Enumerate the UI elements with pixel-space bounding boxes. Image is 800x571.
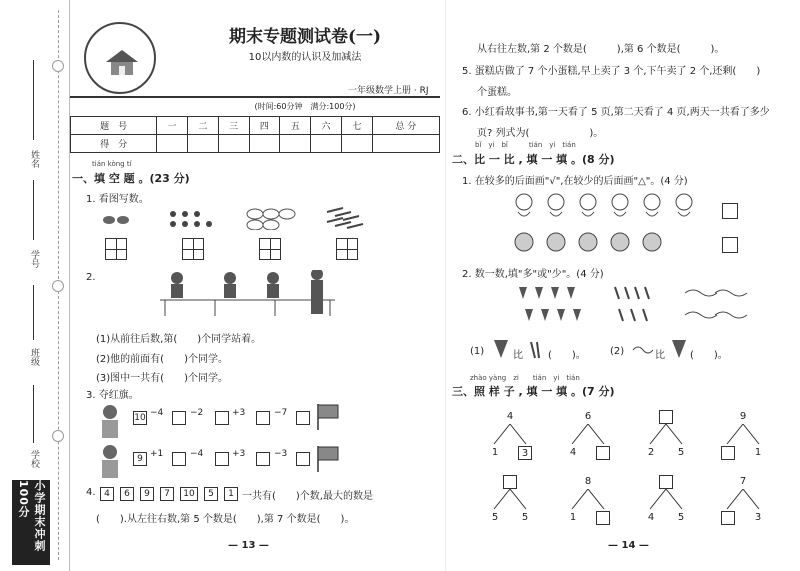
q6-text: 6. 小红看故事书,第一天看了 5 页,第二天看了 4 页,两天一共看了多少	[462, 107, 770, 118]
grade-label: 一年级数学上册 · RJ	[348, 86, 429, 96]
bond-blank[interactable]	[721, 511, 735, 525]
bond-lines	[568, 489, 608, 511]
bond-lines	[723, 489, 763, 511]
chain-blank[interactable]	[256, 411, 270, 425]
score-header-cell: 四	[249, 117, 280, 135]
number-card: 1	[224, 487, 238, 501]
chain-blank[interactable]	[256, 452, 270, 466]
cloud-icon	[247, 209, 295, 230]
bond-number: 1	[569, 512, 577, 523]
bond-lines	[646, 489, 686, 511]
binding-hole	[52, 280, 64, 292]
q2-3-text: (3)图中一共有( )个同学。	[96, 373, 228, 384]
q4-prefix: 4.	[86, 487, 96, 498]
classroom-picture	[155, 270, 345, 318]
section1-pinyin: tián kòng tí	[92, 160, 132, 168]
bond-blank[interactable]	[659, 475, 673, 489]
peach-icon	[515, 233, 661, 251]
key-icon	[327, 208, 363, 228]
bond-lines	[568, 424, 608, 446]
bond-number: 8	[584, 476, 592, 487]
s2q2-a-label: (1)	[470, 346, 485, 357]
bond-number: 3	[518, 446, 532, 460]
section3-pinyin: zhào yàng zi tián yi tián	[470, 374, 580, 382]
school-line	[33, 385, 34, 443]
bond-lines	[490, 424, 530, 446]
bond-number: 4	[647, 512, 655, 523]
chain-op: +3	[232, 408, 246, 418]
name-label: 姓名	[29, 150, 39, 168]
s2q2-b-blank[interactable]: ( )。	[690, 350, 728, 361]
chain-op: −4	[150, 408, 164, 418]
exam-title: 期末专题测试卷(一)	[228, 27, 382, 47]
score-cell[interactable]	[187, 135, 218, 153]
page-number-right: — 14 —	[608, 540, 649, 551]
number-card: 4	[100, 487, 114, 501]
q4-line2: ( ).从左往右数,第 5 个数是( ),第 7 个数是( )。	[96, 514, 355, 525]
header-rule	[70, 96, 440, 98]
bond-number: 1	[491, 447, 499, 458]
student-id-line	[33, 180, 34, 240]
bond-number: 5	[491, 512, 499, 523]
q3-text: 3. 夺红旗。	[86, 390, 139, 401]
brush-icon	[527, 340, 543, 360]
bond-number: 5	[677, 447, 685, 458]
bond-number: 4	[569, 447, 577, 458]
number-card: 10	[180, 487, 198, 501]
brand-logo	[84, 22, 156, 94]
rope-icon	[631, 342, 653, 358]
score-cell[interactable]	[341, 135, 372, 153]
bond-lines	[723, 424, 763, 446]
bond-number: 4	[506, 411, 514, 422]
page-divider	[445, 0, 446, 571]
score-header-cell: 题 号	[71, 117, 157, 135]
number-card: 7	[160, 487, 174, 501]
score-header-row	[71, 117, 440, 135]
strip-brand: 小学期末冲刺100分	[12, 480, 50, 565]
exam-subtitle: 10以内数的认识及加减法	[248, 52, 362, 63]
score-header-cell: 七	[341, 117, 372, 135]
bond-number: 1	[754, 447, 762, 458]
q2-1-text: (1)从前往后数,第( )个同学站着。	[96, 334, 262, 345]
answer-box[interactable]	[259, 238, 281, 260]
chain-start: 9	[133, 452, 147, 466]
red-flag-icon	[315, 444, 341, 474]
chain-blank[interactable]	[215, 452, 229, 466]
answer-box[interactable]	[336, 238, 358, 260]
red-flag-icon	[315, 402, 341, 432]
answer-box[interactable]	[105, 238, 127, 260]
chain-op: +1	[150, 449, 164, 459]
score-cell[interactable]	[157, 135, 188, 153]
plant-icon	[670, 338, 688, 360]
score-table	[70, 116, 440, 153]
chain-start: 10	[134, 413, 146, 423]
bond-number: 3	[754, 512, 762, 523]
bond-number: 6	[584, 411, 592, 422]
q5-text-b: 个蛋糕。	[477, 87, 517, 98]
score-header-cell: 三	[218, 117, 249, 135]
section1-title: 一、填 空 题 。(23 分)	[72, 172, 190, 185]
answer-box[interactable]	[182, 238, 204, 260]
bond-number: 9	[739, 411, 747, 422]
binding-strip	[0, 0, 70, 571]
bond-number: 5	[677, 512, 685, 523]
time-info: (时间:60分钟 满分:100分)	[254, 102, 356, 111]
bond-blank[interactable]	[596, 511, 610, 525]
school-label: 学校	[29, 450, 39, 468]
child-icon	[96, 404, 124, 440]
section2-pinyin: bǐ yi bǐ tián yi tián	[475, 141, 576, 149]
class-line	[33, 285, 34, 340]
q4-text: 一共有( )个数,最大的数是	[242, 491, 373, 502]
score-header-cell: 五	[280, 117, 311, 135]
counting-objects-picture	[515, 285, 755, 329]
s2q2-b-label: (2)	[610, 346, 625, 357]
bond-number: 7	[739, 476, 747, 487]
chain-blank[interactable]	[172, 452, 186, 466]
score-header-cell: 二	[187, 117, 218, 135]
score-row-label: 得 分	[71, 135, 157, 153]
score-cell[interactable]	[311, 135, 342, 153]
ant-icon	[170, 211, 212, 227]
chain-blank[interactable]	[296, 452, 310, 466]
chain-op: +3	[232, 449, 246, 459]
q1-text: 1. 看图写数。	[86, 194, 149, 205]
bond-lines	[646, 424, 686, 446]
child-icon	[96, 444, 124, 480]
chain-blank[interactable]	[215, 411, 229, 425]
score-cell[interactable]	[372, 135, 439, 153]
q4-continued: 从右往左数,第 2 个数是( ),第 6 个数是( )。	[477, 44, 725, 55]
class-label: 班级	[29, 348, 39, 366]
s2q2-b-text: 比	[655, 350, 665, 361]
q2-text: 2.	[86, 272, 96, 283]
chain-blank[interactable]	[172, 411, 186, 425]
rope-icon	[685, 290, 747, 318]
monkey-peach-picture	[510, 190, 710, 256]
binding-hole	[52, 430, 64, 442]
bond-number: 5	[521, 512, 529, 523]
chain-op: −4	[190, 449, 204, 459]
s2q2-text: 2. 数一数,填"多"或"少"。(4 分)	[462, 269, 604, 280]
bond-number: 2	[647, 447, 655, 458]
score-cell[interactable]	[249, 135, 280, 153]
binding-hole	[52, 60, 64, 72]
answer-box[interactable]	[722, 237, 738, 253]
score-header-cell: 六	[311, 117, 342, 135]
number-card: 6	[120, 487, 134, 501]
answer-box[interactable]	[722, 203, 738, 219]
score-cell[interactable]	[280, 135, 311, 153]
score-header-cell: 一	[157, 117, 188, 135]
section3-title: 三、照 样 子 , 填 一 填 。(7 分)	[452, 385, 615, 398]
name-line	[33, 60, 34, 140]
section2-title: 二、比 一 比 , 填 一 填 。(8 分)	[452, 153, 615, 166]
plant-icon	[492, 338, 510, 360]
number-card: 5	[204, 487, 218, 501]
monkey-icon	[516, 194, 692, 216]
number-card: 9	[140, 487, 154, 501]
q2-2-text: (2)他的前面有( )个同学。	[96, 354, 228, 365]
bond-blank[interactable]	[503, 475, 517, 489]
student-icon	[171, 270, 323, 314]
crab-icon	[103, 216, 129, 224]
score-header-cell: 总 分	[372, 117, 439, 135]
bond-blank[interactable]	[721, 446, 735, 460]
chain-op: −3	[274, 449, 288, 459]
bond-lines	[490, 489, 530, 511]
bond-blank[interactable]	[596, 446, 610, 460]
s2q2-a-blank[interactable]: ( )。	[548, 350, 586, 361]
q6-text-b: 页? 列式为( )。	[477, 128, 604, 139]
score-value-row	[71, 135, 440, 153]
chain-op: −7	[274, 408, 288, 418]
student-id-label: 学号	[29, 250, 39, 268]
q5-text: 5. 蛋糕店做了 7 个小蛋糕,早上卖了 3 个,下午卖了 2 个,还剩( )	[462, 66, 761, 77]
house-icon	[104, 48, 140, 76]
s2q2-a-text: 比	[513, 350, 523, 361]
chain-op: −2	[190, 408, 204, 418]
brush-icon	[615, 287, 649, 321]
counting-pictures	[95, 206, 435, 230]
page-number-left: — 13 —	[228, 540, 269, 551]
plant-icon	[519, 287, 581, 321]
chain-blank[interactable]	[296, 411, 310, 425]
bond-blank[interactable]	[659, 410, 673, 424]
s2q1-text: 1. 在较多的后面画"√",在较少的后面画"△"。(4 分)	[462, 176, 688, 187]
score-cell[interactable]	[218, 135, 249, 153]
